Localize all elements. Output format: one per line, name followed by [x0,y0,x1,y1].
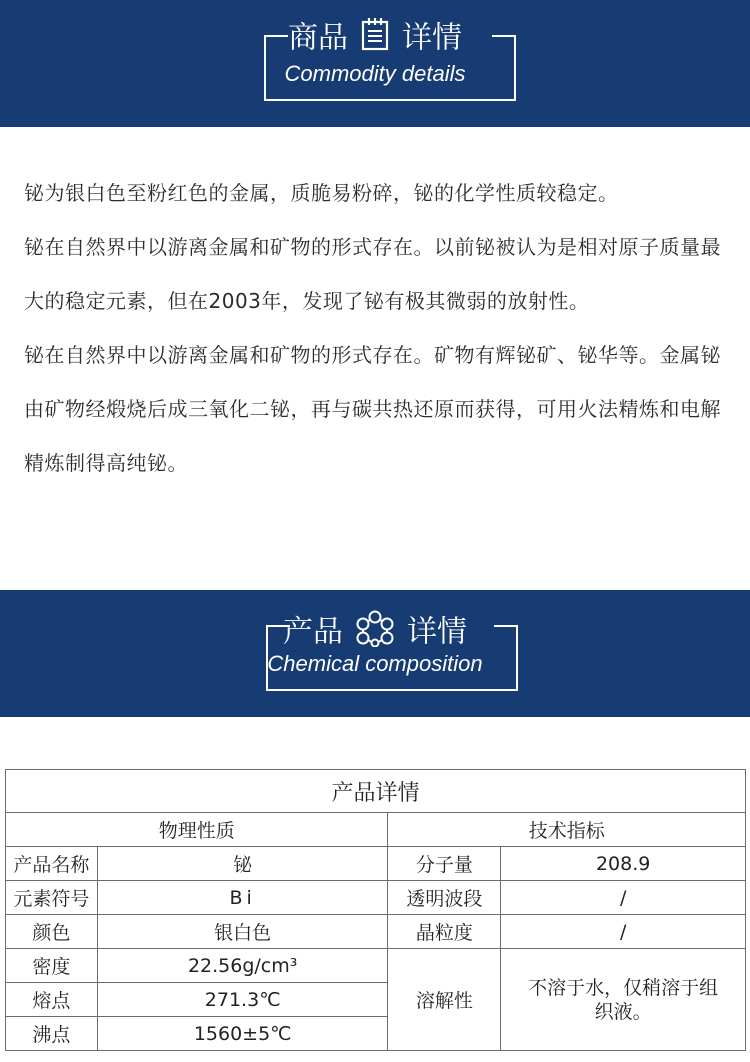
row-label: 分子量 [388,847,501,881]
table-row [6,847,746,881]
notepad-icon [360,17,390,60]
row-label: 透明波段 [388,881,501,915]
description-paragraph-3: 铋在自然界中以游离金属和矿物的形式存在。矿物有辉铋矿、铋华等。金属铋由矿物经煅烧后成三氧化二铋，再与碳共热还原而获得，可用火法精炼和电解精炼制得高纯铋。 [24,343,721,475]
column-header-physical: 物理性质 [6,813,388,847]
row-label: 晶粒度 [388,915,501,949]
row-value: 铋 [97,847,388,881]
row-label: 颜色 [6,915,98,949]
row-label: 产品名称 [6,847,98,881]
table-row [6,949,746,983]
molecule-icon [355,609,395,656]
row-label: 沸点 [6,1017,98,1051]
table-title: 产品详情 [6,770,746,813]
row-value: 208.9 [501,847,746,881]
product-description [24,166,730,490]
banner-title-left: 产品 [283,614,343,650]
row-value: 271.3℃ [97,983,388,1017]
table-row [6,915,746,949]
banner-title-right: 详情 [407,614,467,650]
row-value: / [501,881,746,915]
row-value: 22.56g/cm³ [97,949,388,983]
banner-subtitle: Commodity details [284,61,466,86]
product-spec-table [5,769,746,1051]
banner-title [0,609,750,656]
commodity-details-banner [0,0,750,127]
table-row [6,881,746,915]
row-value: / [501,915,746,949]
row-value: 1560±5℃ [97,1017,388,1051]
row-value: 银白色 [97,915,388,949]
banner-subtitle: Chemical composition [267,651,483,676]
row-label: 元素符号 [6,881,98,915]
row-label: 溶解性 [388,949,501,1051]
banner-title [0,17,750,60]
row-value: Bi [97,881,388,915]
banner-title-left: 商品 [288,20,348,56]
description-paragraph-1: 铋为银白色至粉红色的金属，质脆易粉碎，铋的化学性质较稳定。 [24,181,619,205]
row-label: 密度 [6,949,98,983]
banner-title-right: 详情 [402,20,462,56]
chemical-composition-banner [0,590,750,717]
row-value: 不溶于水，仅稍溶于组织液。 [501,949,746,1051]
row-label: 熔点 [6,983,98,1017]
column-header-technical: 技术指标 [388,813,746,847]
description-paragraph-2: 铋在自然界中以游离金属和矿物的形式存在。以前铋被认为是相对原子质量最大的稳定元素，但在2003年，发现了铋有极其微弱的放射性。 [24,235,721,313]
